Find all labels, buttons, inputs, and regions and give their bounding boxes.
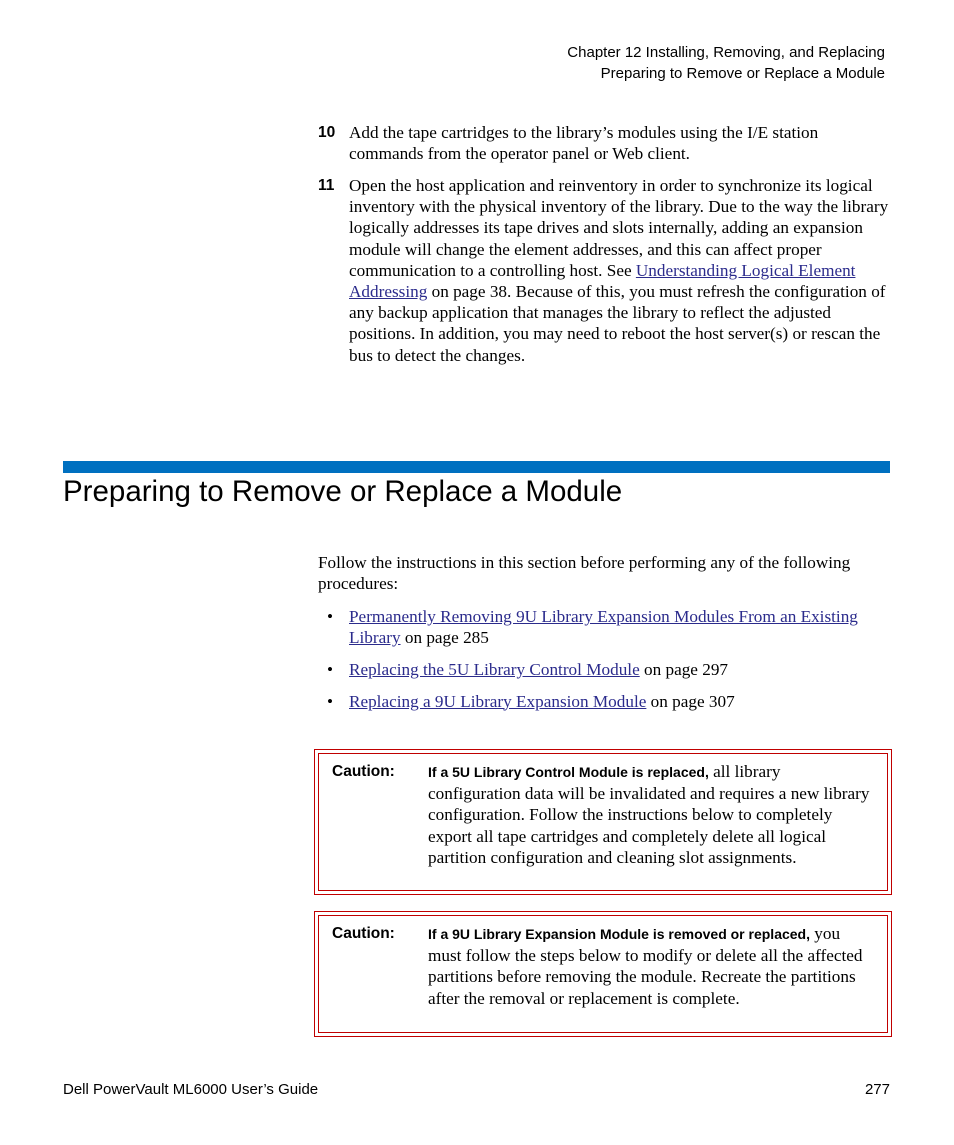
step-number: 10 [318, 124, 336, 141]
step-10 [318, 122, 890, 164]
caution-text: you must follow the steps below to modify or delete all the affected partitions before removing the module. Recreate the partitions after the removal or replacement is complete. [428, 924, 863, 1008]
page-ref: on page 297 [639, 659, 729, 679]
list-item [318, 606, 890, 648]
step-text [349, 175, 890, 366]
section-title: Preparing to Remove or Replace a Module [63, 475, 623, 508]
footer-title: Dell PowerVault ML6000 User’s Guide [63, 1081, 319, 1098]
bullet: • [327, 607, 334, 626]
caution-inner [318, 753, 888, 891]
step-number: 11 [318, 177, 335, 194]
header-chapter: Chapter 12 Installing, Removing, and Replacing [567, 44, 885, 61]
list-item [318, 659, 890, 680]
link-permanently-removing-9u[interactable]: Permanently Removing 9U Library Expansion Modules From an Existing Library [349, 607, 858, 648]
step-11 [318, 175, 890, 366]
caution-lead: If a 9U Library Expansion Module is removed or replaced, [428, 926, 810, 942]
caution-text: all library configuration data will be invalidated and requires a new library configuration. Follow the instructions below to completely export all tape cartridges and completely delete all logical partition configuration and cleaning slot assignments. [428, 762, 870, 867]
caution-lead: If a 5U Library Control Module is replaced, [428, 764, 709, 780]
bullet: • [327, 659, 334, 679]
page-footer [63, 1080, 890, 1100]
step-text-after: on page 38. Because of this, you must refresh the configuration of any backup application that manages the library to reflect the adjusted positions. In addition, you may need to reboot the host server(s) or rescan the bus to detect the changes. [349, 282, 886, 365]
bullet: • [327, 691, 334, 711]
page-number: 277 [864, 1081, 890, 1098]
header-section: Preparing to Remove or Replace a Module [600, 64, 885, 82]
caution-label: Caution: [332, 763, 395, 780]
procedure-list [318, 606, 890, 722]
caution-box-5u [314, 749, 892, 895]
running-header [567, 43, 885, 84]
section-bar [63, 461, 890, 473]
list-item [318, 691, 890, 712]
link-replacing-5u-control-module[interactable]: Replacing the 5U Library Control Module [349, 659, 640, 679]
caution-label: Caution: [332, 925, 395, 942]
page-ref: on page 285 [400, 628, 489, 648]
step-text-before: Open the host application and reinventory in order to synchronize its logical inventory with the physical inventory of the library. Due to the way the library logically addresses its tape drives and slots internally, adding an expansion module will change the element addresses, and this can affect proper communication to a controlling host. See [349, 176, 889, 280]
caution-box-9u [314, 911, 892, 1037]
page-ref: on page 307 [646, 691, 735, 711]
link-replacing-9u-expansion-module[interactable]: Replacing a 9U Library Expansion Module [349, 691, 647, 711]
caution-inner [318, 915, 888, 1033]
link-logical-element-addressing[interactable]: Understanding Logical Element Addressing [349, 260, 856, 302]
step-text: Add the tape cartridges to the library’s modules using the I/E station commands from the operator panel or Web client. [349, 123, 819, 164]
intro-paragraph: Follow the instructions in this section before performing any of the following procedures: [318, 553, 851, 594]
